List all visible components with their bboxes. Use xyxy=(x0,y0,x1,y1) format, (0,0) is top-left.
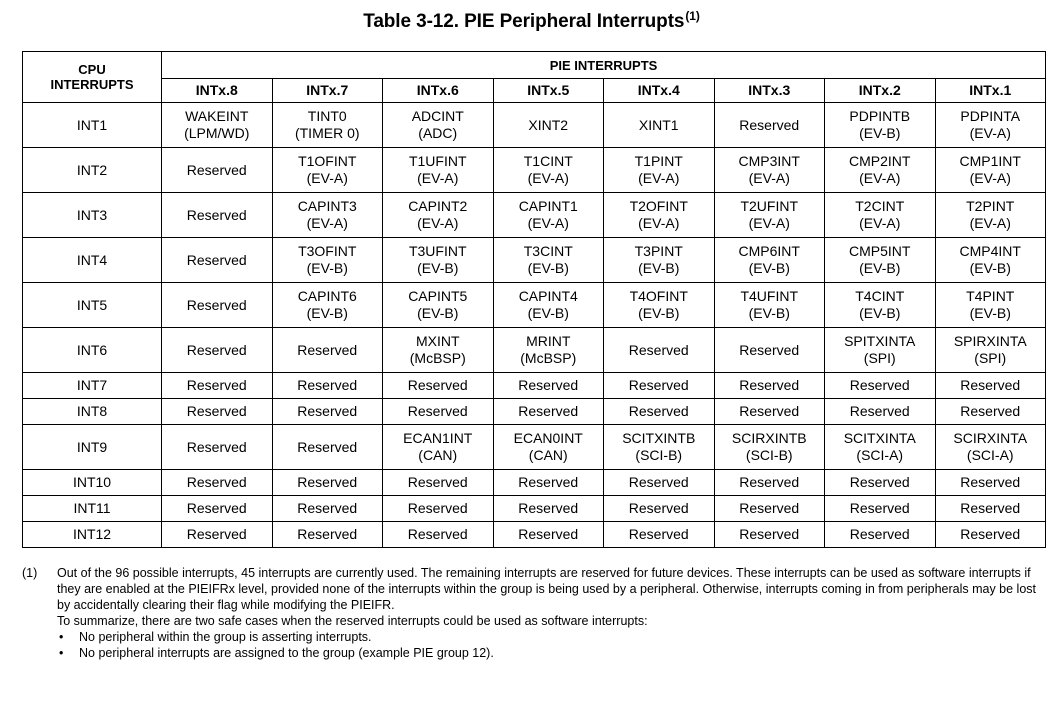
interrupt-name: Reserved xyxy=(849,526,910,542)
interrupt-cell xyxy=(272,496,383,522)
interrupt-name: PDPINTA xyxy=(960,108,1021,124)
interrupt-cell xyxy=(935,425,1046,470)
interrupt-source: (SCI-B) xyxy=(745,447,793,463)
interrupt-cell xyxy=(825,496,936,522)
interrupt-source: (EV-A) xyxy=(638,215,680,231)
interrupt-cell xyxy=(714,193,825,238)
interrupt-cell xyxy=(493,425,604,470)
interrupt-name: WAKEINT xyxy=(185,108,249,124)
table-row xyxy=(23,103,1046,148)
interrupt-cell xyxy=(493,328,604,373)
bullet-dot-icon: • xyxy=(59,646,64,660)
column-header: INTx.1 xyxy=(935,79,1046,103)
interrupt-name: CMP3INT xyxy=(738,153,800,169)
interrupt-cell xyxy=(714,496,825,522)
interrupt-name: Reserved xyxy=(518,377,579,393)
interrupt-name: SCIRXINTA xyxy=(953,430,1028,446)
table-row xyxy=(23,522,1046,548)
interrupt-cell xyxy=(162,425,273,470)
column-header-row xyxy=(23,79,1046,103)
interrupt-source: (EV-B) xyxy=(859,260,901,276)
interrupt-cell xyxy=(383,373,494,399)
interrupt-name: Reserved xyxy=(960,403,1021,419)
interrupt-cell xyxy=(383,470,494,496)
interrupt-source: (CAN) xyxy=(418,447,458,463)
interrupt-cell xyxy=(272,373,383,399)
column-header: INTx.8 xyxy=(162,79,273,103)
interrupt-source: (LPM/WD) xyxy=(184,125,250,141)
footnote-bullet-list xyxy=(57,629,1047,661)
interrupt-source: (EV-A) xyxy=(417,170,459,186)
interrupt-name: Reserved xyxy=(297,341,358,358)
interrupt-name: Reserved xyxy=(186,438,247,455)
interrupt-name: SPIRXINTA xyxy=(953,333,1027,349)
interrupt-source: (SPI) xyxy=(974,350,1007,366)
interrupt-name: Reserved xyxy=(518,403,579,419)
interrupt-name: SCIRXINTB xyxy=(731,430,807,446)
interrupt-cell xyxy=(935,522,1046,548)
interrupt-name: CMP1INT xyxy=(959,153,1021,169)
interrupt-cell xyxy=(935,373,1046,399)
interrupt-name: XINT2 xyxy=(528,116,569,133)
table-row xyxy=(23,470,1046,496)
interrupt-name: Reserved xyxy=(518,474,579,490)
interrupt-cell xyxy=(935,399,1046,425)
cpu-interrupt-cell: INT2 xyxy=(23,148,162,193)
interrupt-name: Reserved xyxy=(407,526,468,542)
table-row xyxy=(23,399,1046,425)
interrupt-cell xyxy=(825,193,936,238)
interrupt-name: Reserved xyxy=(186,206,247,223)
interrupt-cell xyxy=(272,103,383,148)
cpu-header-line1: CPU xyxy=(78,62,106,77)
interrupt-source: (EV-A) xyxy=(527,170,569,186)
interrupt-cell xyxy=(272,522,383,548)
footnote-bullet-text: No peripheral interrupts are assigned to the group (example PIE group 12). xyxy=(79,646,494,660)
interrupt-source: (SCI-B) xyxy=(635,447,683,463)
cpu-interrupts-header xyxy=(23,52,162,103)
interrupt-name: Reserved xyxy=(849,500,910,516)
table-row xyxy=(23,496,1046,522)
interrupt-cell xyxy=(714,328,825,373)
interrupt-cell xyxy=(604,522,715,548)
interrupt-name: T4OFINT xyxy=(629,288,688,304)
interrupt-name: Reserved xyxy=(739,377,800,393)
interrupt-name: CAPINT6 xyxy=(297,288,357,304)
interrupt-name: Reserved xyxy=(407,474,468,490)
interrupt-cell xyxy=(604,283,715,328)
table-header xyxy=(23,52,1046,103)
interrupt-name: T2UFINT xyxy=(740,198,799,214)
footnote xyxy=(22,565,1047,661)
interrupt-name: Reserved xyxy=(960,377,1021,393)
interrupt-name: T4CINT xyxy=(855,288,905,304)
table-row xyxy=(23,193,1046,238)
interrupt-cell xyxy=(272,425,383,470)
footnote-paragraph-1: Out of the 96 possible interrupts, 45 interrupts are currently used. The remaining interrupts are reserved for future devices. These interrupts can be used as software interrupts if they are enabled at the PIEIFRx level, provided none of the interrupts within the group is being used by a peripheral. Otherwise, interrupts coming in from peripherals may be lost by accidentally clearing their flag while modifying the PIEIFR. xyxy=(57,566,1036,612)
interrupt-cell xyxy=(162,373,273,399)
cpu-interrupt-cell: INT3 xyxy=(23,193,162,238)
cpu-header-line2: INTERRUPTS xyxy=(50,77,134,92)
interrupt-name: Reserved xyxy=(186,161,247,178)
interrupt-name: CMP2INT xyxy=(849,153,911,169)
interrupt-name: Reserved xyxy=(628,377,689,393)
cpu-interrupt-cell: INT11 xyxy=(23,496,162,522)
interrupt-cell xyxy=(935,238,1046,283)
interrupt-cell xyxy=(272,399,383,425)
table-row xyxy=(23,283,1046,328)
interrupt-source: (EV-B) xyxy=(638,305,680,321)
interrupt-name: T1OFINT xyxy=(298,153,357,169)
interrupt-cell xyxy=(493,238,604,283)
column-header: INTx.4 xyxy=(604,79,715,103)
interrupt-name: Reserved xyxy=(628,403,689,419)
interrupt-source: (SPI) xyxy=(863,350,896,366)
interrupt-cell xyxy=(272,193,383,238)
table-row xyxy=(23,148,1046,193)
interrupt-cell xyxy=(825,425,936,470)
interrupt-name: Reserved xyxy=(186,251,247,268)
cpu-interrupt-cell: INT6 xyxy=(23,328,162,373)
interrupt-cell xyxy=(604,238,715,283)
interrupt-name: Reserved xyxy=(297,377,358,393)
interrupt-source: (EV-B) xyxy=(306,260,348,276)
column-header: INTx.7 xyxy=(272,79,383,103)
interrupt-cell xyxy=(272,148,383,193)
interrupt-source: (EV-A) xyxy=(306,215,348,231)
cpu-interrupt-cell: INT10 xyxy=(23,470,162,496)
interrupt-source: (EV-B) xyxy=(527,305,569,321)
interrupt-cell xyxy=(604,328,715,373)
interrupt-cell xyxy=(383,148,494,193)
interrupt-cell xyxy=(162,399,273,425)
cpu-interrupt-cell: INT4 xyxy=(23,238,162,283)
column-header: INTx.2 xyxy=(825,79,936,103)
interrupt-name: Reserved xyxy=(739,403,800,419)
interrupt-name: Reserved xyxy=(849,377,910,393)
footnote-marker: (1) xyxy=(22,566,38,580)
interrupt-cell xyxy=(714,238,825,283)
interrupt-name: CAPINT1 xyxy=(518,198,578,214)
interrupt-name: MRINT xyxy=(526,333,571,349)
interrupt-cell xyxy=(604,193,715,238)
footnote-bullet xyxy=(57,629,1047,645)
interrupt-source: (McBSP) xyxy=(520,350,577,366)
interrupt-cell xyxy=(935,103,1046,148)
interrupt-cell xyxy=(714,103,825,148)
interrupt-cell xyxy=(825,399,936,425)
interrupt-cell xyxy=(935,328,1046,373)
interrupt-name: Reserved xyxy=(297,526,358,542)
interrupt-name: Reserved xyxy=(628,474,689,490)
interrupt-name: CAPINT3 xyxy=(297,198,357,214)
interrupt-cell xyxy=(935,283,1046,328)
interrupt-source: (McBSP) xyxy=(409,350,466,366)
interrupt-name: Reserved xyxy=(739,500,800,516)
interrupt-name: Reserved xyxy=(186,526,247,542)
interrupt-cell xyxy=(272,238,383,283)
interrupt-name: Reserved xyxy=(628,526,689,542)
cpu-interrupt-cell: INT5 xyxy=(23,283,162,328)
interrupt-cell xyxy=(935,470,1046,496)
interrupt-cell xyxy=(604,496,715,522)
table-title-text: Table 3-12. PIE Peripheral Interrupts xyxy=(363,11,685,32)
interrupt-source: (EV-B) xyxy=(748,260,790,276)
interrupt-cell xyxy=(383,103,494,148)
interrupt-name: ECAN1INT xyxy=(403,430,473,446)
interrupt-cell xyxy=(383,399,494,425)
interrupt-name: Reserved xyxy=(518,500,579,516)
interrupt-source: (EV-B) xyxy=(417,260,459,276)
interrupt-cell xyxy=(714,470,825,496)
interrupt-name: Reserved xyxy=(849,474,910,490)
interrupt-name: Reserved xyxy=(186,500,247,516)
interrupt-source: (EV-A) xyxy=(417,215,459,231)
interrupt-cell xyxy=(272,283,383,328)
interrupt-name: T2PINT xyxy=(966,198,1015,214)
interrupt-cell xyxy=(162,496,273,522)
interrupt-name: Reserved xyxy=(186,377,247,393)
interrupt-name: Reserved xyxy=(186,296,247,313)
interrupt-cell xyxy=(493,373,604,399)
interrupt-source: (ADC) xyxy=(418,125,458,141)
interrupt-name: CMP4INT xyxy=(959,243,1021,259)
footnote-bullet-text: No peripheral within the group is asserting interrupts. xyxy=(79,630,372,644)
interrupt-source: (CAN) xyxy=(528,447,568,463)
interrupt-source: (EV-A) xyxy=(969,125,1011,141)
table-row xyxy=(23,328,1046,373)
interrupt-cell xyxy=(383,238,494,283)
interrupt-name: Reserved xyxy=(297,403,358,419)
interrupt-cell xyxy=(493,103,604,148)
interrupt-cell xyxy=(493,283,604,328)
interrupt-name: Reserved xyxy=(628,341,689,358)
interrupt-name: Reserved xyxy=(297,438,358,455)
interrupt-source: (EV-B) xyxy=(638,260,680,276)
interrupt-name: SCITXINTB xyxy=(622,430,696,446)
table-row xyxy=(23,238,1046,283)
interrupt-name: Reserved xyxy=(960,526,1021,542)
interrupt-source: (SCI-A) xyxy=(856,447,904,463)
interrupt-name: Reserved xyxy=(186,474,247,490)
interrupt-name: MXINT xyxy=(415,333,460,349)
bullet-dot-icon: • xyxy=(59,630,64,644)
interrupt-name: XINT1 xyxy=(638,116,679,133)
pie-interrupts-table xyxy=(22,51,1046,548)
interrupt-cell xyxy=(383,193,494,238)
interrupt-source: (EV-B) xyxy=(527,260,569,276)
interrupt-name: T1CINT xyxy=(523,153,573,169)
interrupt-name: CAPINT5 xyxy=(408,288,468,304)
interrupt-cell xyxy=(162,238,273,283)
interrupt-source: (EV-A) xyxy=(638,170,680,186)
interrupt-cell xyxy=(714,373,825,399)
table-row xyxy=(23,373,1046,399)
interrupt-name: Reserved xyxy=(960,500,1021,516)
interrupt-cell xyxy=(604,470,715,496)
interrupt-source: (EV-B) xyxy=(859,125,901,141)
interrupt-name: T3CINT xyxy=(523,243,573,259)
cpu-interrupt-cell: INT7 xyxy=(23,373,162,399)
interrupt-cell xyxy=(825,470,936,496)
table-body xyxy=(23,103,1046,548)
interrupt-cell xyxy=(493,470,604,496)
interrupt-name: CMP6INT xyxy=(738,243,800,259)
interrupt-cell xyxy=(383,522,494,548)
interrupt-source: (EV-B) xyxy=(969,305,1011,321)
interrupt-name: T1PINT xyxy=(634,153,683,169)
interrupt-cell xyxy=(935,193,1046,238)
interrupt-source: (EV-B) xyxy=(969,260,1011,276)
interrupt-source: (EV-B) xyxy=(306,305,348,321)
footnote-paragraph-2: To summarize, there are two safe cases when the reserved interrupts could be used as software interrupts: xyxy=(57,614,648,628)
interrupt-name: Reserved xyxy=(518,526,579,542)
interrupt-name: SCITXINTA xyxy=(843,430,916,446)
interrupt-source: (EV-A) xyxy=(859,170,901,186)
interrupt-name: T4UFINT xyxy=(740,288,799,304)
interrupt-source: (TIMER 0) xyxy=(294,125,360,141)
interrupt-name: T4PINT xyxy=(966,288,1015,304)
interrupt-name: T3OFINT xyxy=(298,243,357,259)
interrupt-name: Reserved xyxy=(407,403,468,419)
interrupt-source: (EV-A) xyxy=(748,215,790,231)
interrupt-cell xyxy=(604,399,715,425)
interrupt-cell xyxy=(825,148,936,193)
interrupt-source: (EV-A) xyxy=(859,215,901,231)
interrupt-cell xyxy=(493,148,604,193)
cpu-interrupt-cell: INT12 xyxy=(23,522,162,548)
interrupt-cell xyxy=(604,425,715,470)
interrupt-cell xyxy=(825,283,936,328)
interrupt-cell xyxy=(604,373,715,399)
interrupt-cell xyxy=(493,399,604,425)
interrupt-cell xyxy=(383,283,494,328)
interrupt-name: T1UFINT xyxy=(408,153,467,169)
interrupt-cell xyxy=(162,283,273,328)
interrupt-name: T3PINT xyxy=(634,243,683,259)
interrupt-cell xyxy=(162,148,273,193)
interrupt-cell xyxy=(825,238,936,283)
interrupt-cell xyxy=(162,193,273,238)
interrupt-cell xyxy=(493,522,604,548)
interrupt-name: CMP5INT xyxy=(849,243,911,259)
footnote-bullet xyxy=(57,645,1047,661)
interrupt-name: Reserved xyxy=(186,341,247,358)
interrupt-name: SPITXINTA xyxy=(844,333,916,349)
interrupt-cell xyxy=(272,470,383,496)
interrupt-name: PDPINTB xyxy=(849,108,911,124)
interrupt-source: (EV-B) xyxy=(748,305,790,321)
interrupt-source: (EV-A) xyxy=(969,170,1011,186)
interrupt-name: Reserved xyxy=(739,116,800,133)
interrupt-name: T3UFINT xyxy=(408,243,467,259)
table-title xyxy=(0,9,1063,33)
interrupt-cell xyxy=(825,328,936,373)
interrupt-cell xyxy=(383,496,494,522)
pie-interrupts-header: PIE INTERRUPTS xyxy=(162,52,1046,79)
interrupt-cell xyxy=(825,103,936,148)
column-header: INTx.6 xyxy=(383,79,494,103)
interrupt-cell xyxy=(383,328,494,373)
cpu-interrupt-cell: INT9 xyxy=(23,425,162,470)
interrupt-name: Reserved xyxy=(739,474,800,490)
interrupt-cell xyxy=(714,148,825,193)
interrupt-name: Reserved xyxy=(407,377,468,393)
interrupt-name: Reserved xyxy=(407,500,468,516)
interrupt-name: TINT0 xyxy=(307,108,347,124)
interrupt-name: T2CINT xyxy=(855,198,905,214)
interrupt-name: ADCINT xyxy=(411,108,464,124)
interrupt-cell xyxy=(714,425,825,470)
interrupt-name: Reserved xyxy=(297,474,358,490)
interrupt-name: CAPINT2 xyxy=(408,198,468,214)
interrupt-cell xyxy=(162,103,273,148)
cpu-interrupt-cell: INT1 xyxy=(23,103,162,148)
interrupt-name: Reserved xyxy=(739,526,800,542)
interrupt-name: Reserved xyxy=(297,500,358,516)
interrupt-cell xyxy=(935,148,1046,193)
interrupt-name: Reserved xyxy=(739,341,800,358)
interrupt-cell xyxy=(493,193,604,238)
interrupt-cell xyxy=(714,522,825,548)
interrupt-source: (EV-A) xyxy=(527,215,569,231)
interrupt-name: CAPINT4 xyxy=(518,288,578,304)
interrupt-name: Reserved xyxy=(186,403,247,419)
interrupt-cell xyxy=(825,522,936,548)
table-row xyxy=(23,425,1046,470)
cpu-interrupt-cell: INT8 xyxy=(23,399,162,425)
interrupt-cell xyxy=(383,425,494,470)
interrupt-name: ECAN0INT xyxy=(513,430,583,446)
interrupt-name: Reserved xyxy=(628,500,689,516)
interrupt-cell xyxy=(714,399,825,425)
interrupt-source: (SCI-A) xyxy=(966,447,1014,463)
interrupt-cell xyxy=(493,496,604,522)
column-header: INTx.5 xyxy=(493,79,604,103)
interrupt-cell xyxy=(714,283,825,328)
interrupt-cell xyxy=(162,470,273,496)
interrupt-source: (EV-A) xyxy=(748,170,790,186)
interrupt-source: (EV-B) xyxy=(859,305,901,321)
interrupt-cell xyxy=(825,373,936,399)
interrupt-cell xyxy=(162,328,273,373)
interrupt-cell xyxy=(272,328,383,373)
interrupt-cell xyxy=(604,103,715,148)
interrupt-source: (EV-A) xyxy=(306,170,348,186)
interrupt-cell xyxy=(162,522,273,548)
interrupt-source: (EV-A) xyxy=(969,215,1011,231)
interrupt-source: (EV-B) xyxy=(417,305,459,321)
interrupt-name: T2OFINT xyxy=(629,198,688,214)
interrupt-name: Reserved xyxy=(849,403,910,419)
title-footnote-ref: (1) xyxy=(685,9,700,23)
interrupt-name: Reserved xyxy=(960,474,1021,490)
column-header: INTx.3 xyxy=(714,79,825,103)
interrupt-cell xyxy=(604,148,715,193)
interrupt-cell xyxy=(935,496,1046,522)
